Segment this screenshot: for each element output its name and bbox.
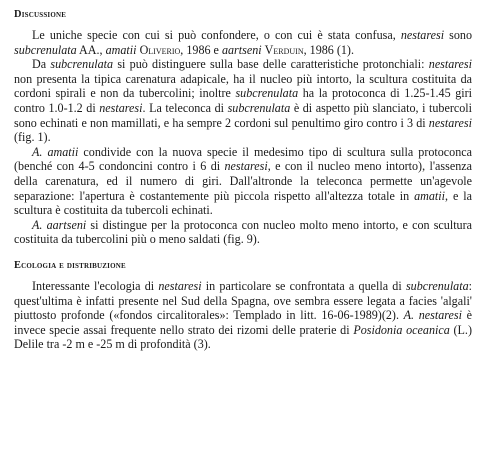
section-heading-ecologia: Ecologia e distribuzione bbox=[14, 259, 126, 271]
text: in particolare se confrontata a quella di bbox=[201, 278, 406, 293]
text: Da bbox=[32, 57, 51, 72]
species-name: nestaresi bbox=[400, 28, 445, 42]
text: condivide con la nuova specie il medesimo tipo di scultura sulla protoconca (benché con 4-5 condoncini contro i 6 di bbox=[14, 144, 472, 174]
species-name: subcrenulata bbox=[235, 86, 299, 101]
species-name: A. nestaresi bbox=[403, 308, 462, 323]
text: sono bbox=[444, 28, 473, 42]
text: si distingue per la protoconca con nucleo molto meno intorto, e con scultura costituita da tubercolini più o meno saldati (fig. 9). bbox=[14, 217, 473, 247]
species-name: amatii bbox=[105, 42, 137, 57]
species-name: subcrenulata bbox=[14, 42, 77, 57]
species-name: nestaresi bbox=[158, 278, 202, 293]
species-name: nestaresi bbox=[99, 100, 143, 115]
species-name: nestaresi bbox=[428, 115, 472, 130]
species-name: subcrenulata bbox=[405, 278, 469, 293]
paragraph-ecologia bbox=[14, 279, 472, 352]
text: (L.) Delile tra -2 m e -25 m di profondità (3). bbox=[14, 322, 472, 352]
species-name: aartseni bbox=[221, 42, 262, 57]
text: è invece specie assai frequente nello strato dei rizomi delle praterie di bbox=[14, 308, 472, 337]
text: . La teleconca di bbox=[142, 100, 228, 115]
text: , 1986 (1). bbox=[303, 42, 354, 57]
species-name: Posidonia oceanica bbox=[353, 322, 450, 337]
paragraph-aartseni bbox=[14, 218, 472, 247]
text: non presenta la tipica carenatura adapicale, ha il nucleo più intorto, la scultura costituita da cordoni spirali e non da tubercolini; inoltre bbox=[14, 71, 472, 101]
document-page bbox=[14, 8, 472, 352]
text: ha la protoconca di 1.25-1.45 giri contro 1.0-1.2 di bbox=[14, 86, 473, 115]
species-name: amatii bbox=[414, 188, 446, 203]
species-name: A. amatii bbox=[32, 144, 79, 159]
text: , 1986 e bbox=[180, 42, 222, 57]
text: (fig. 1). bbox=[14, 130, 51, 145]
text: , e con il nucleo meno intorto), l'assenza della carenatura, ed il numero di giri. Dall'altronde la teleconca permette un'agevole separazione: l'apertura è costantemente più piccola rispetto all'altezza totale in bbox=[14, 159, 472, 203]
text: si può distinguere sulla base delle caratteristiche protonchiali: bbox=[113, 57, 429, 72]
section-heading-discussione: Discussione bbox=[14, 9, 67, 20]
text: AA., bbox=[76, 42, 106, 57]
paragraph-confusion bbox=[14, 28, 472, 57]
text: Interessante l'ecologia di bbox=[32, 278, 159, 293]
author-name: Verduin bbox=[264, 42, 304, 57]
species-name: subcrenulata bbox=[50, 57, 114, 72]
text: Le uniche specie con cui si può confondere, o con cui è stata confusa, bbox=[32, 28, 401, 42]
paragraph-subcrenulata bbox=[14, 57, 472, 145]
paragraph-amatii bbox=[14, 145, 472, 218]
species-name: A. aartseni bbox=[32, 217, 87, 232]
text: è di aspetto più slanciato, i tubercoli sono echinati e non mamillati, e ha sempre 2 cordoni sul penultimo giro contro i 3 di bbox=[14, 100, 473, 130]
species-name: nestaresi bbox=[224, 159, 268, 174]
species-name: subcrenulata bbox=[227, 100, 291, 115]
text: , e la scultura è costituita da tubercoli echinati. bbox=[14, 188, 472, 218]
author-name: Oliverio bbox=[139, 42, 181, 57]
text: : quest'ultima è infatti presente nel Sud della Spagna, ove sembra essere legata a facies 'algali' piuttosto profonde («fondos circalitorales»: Templado in litt. 16-06-1989)(2). bbox=[14, 278, 473, 323]
species-name: nestaresi bbox=[428, 57, 472, 72]
